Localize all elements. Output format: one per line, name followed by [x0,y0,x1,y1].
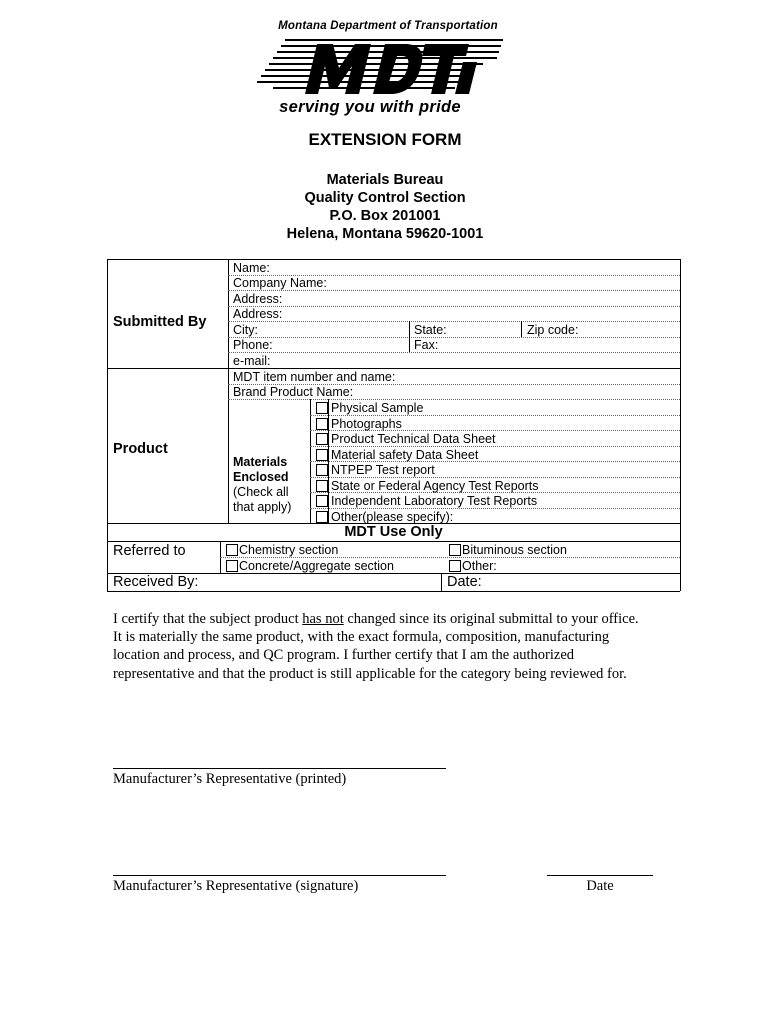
certification-statement [113,610,643,683]
row-line [310,508,680,509]
address-line-1: Materials Bureau [326,172,444,188]
column-divider [409,321,410,352]
statement-text-part1: I certify that the subject product [113,611,303,627]
section-divider [107,368,680,369]
printed-name-caption: Manufacturer’s Representative (printed) [113,771,347,787]
row-line [310,446,680,447]
section-divider [107,541,680,542]
logo-tagline: serving you with pride [279,98,461,116]
other-material-checkbox[interactable] [316,511,328,523]
product-label: Product [113,441,168,457]
table-top-border [107,259,680,260]
materials-hint: (Check all [233,485,289,499]
mdt-item-field[interactable]: MDT item number and name: [233,370,396,384]
safety-data-sheet-checkbox[interactable] [316,449,328,461]
physical-sample-checkbox[interactable] [316,402,328,414]
fax-field[interactable]: Fax: [414,338,439,352]
lab-test-reports-checkbox[interactable] [316,495,328,507]
row-line [310,477,680,478]
address-line-2: Quality Control Section [304,190,466,206]
agency-test-reports-checkbox[interactable] [316,480,328,492]
technical-data-sheet-label: Product Technical Data Sheet [331,432,496,446]
statement-emphasis: has not [302,611,344,627]
lab-test-reports-label: Independent Laboratory Test Reports [331,494,538,508]
address-line-3: P.O. Box 201001 [329,208,441,224]
printed-name-line[interactable] [113,768,446,769]
mdt-logo [255,18,515,118]
address-field-2[interactable]: Address: [233,307,283,321]
chemistry-section-label: Chemistry section [239,543,339,557]
email-field[interactable]: e-mail: [233,354,271,368]
signature-line[interactable] [113,875,446,876]
mdt-use-only-heading: MDT Use Only [344,524,443,540]
received-by-field[interactable]: Received By: [113,574,199,590]
submitted-by-label: Submitted By [113,314,207,330]
mdt-logo-graphic [255,36,515,98]
bituminous-section-label: Bituminous section [462,543,567,557]
other-section-label[interactable]: Other: [462,559,497,573]
other-section-checkbox[interactable] [449,560,461,572]
name-field[interactable]: Name: [233,261,270,275]
signature-date-caption: Date [586,878,614,894]
logo-org-name: Montana Department of Transportation [278,20,498,32]
ntpep-test-report-checkbox[interactable] [316,464,328,476]
column-divider [441,573,442,591]
row-line [228,306,680,307]
row-line [228,337,680,338]
table-right-border [680,259,681,591]
agency-test-reports-label: State or Federal Agency Test Reports [331,479,539,493]
address-line-4: Helena, Montana 59620-1001 [286,226,484,242]
form-title: EXTENSION FORM [308,130,462,149]
concrete-aggregate-label: Concrete/Aggregate section [239,559,394,573]
other-material-label[interactable]: Other(please specify): [331,510,454,524]
zip-code-field[interactable]: Zip code: [527,323,579,337]
signature-date-line[interactable] [547,875,653,876]
row-line [220,557,680,558]
company-name-field[interactable]: Company Name: [233,276,327,290]
column-divider [521,321,522,337]
phone-field[interactable]: Phone: [233,338,273,352]
row-line [228,321,680,322]
materials-hint: that apply) [233,500,292,514]
safety-data-sheet-label: Material safety Data Sheet [331,448,479,462]
brand-product-name-field[interactable]: Brand Product Name: [233,385,354,399]
table-bottom-border [107,591,680,592]
city-field[interactable]: City: [233,323,258,337]
referred-to-label: Referred to [113,543,186,559]
row-line [228,352,680,353]
physical-sample-label: Physical Sample [331,401,424,415]
chemistry-section-checkbox[interactable] [226,544,238,556]
photographs-label: Photographs [331,417,402,431]
row-line [228,290,680,291]
concrete-aggregate-checkbox[interactable] [226,560,238,572]
address-field-1[interactable]: Address: [233,292,283,306]
label-column-divider [228,259,229,523]
technical-data-sheet-checkbox[interactable] [316,433,328,445]
signature-caption: Manufacturer’s Representative (signature) [113,878,359,894]
date-field[interactable]: Date: [447,574,482,590]
row-line [228,399,680,400]
materials-enclosed-label: Enclosed [233,470,289,484]
state-field[interactable]: State: [414,323,447,337]
statement-text-part2: changed since its original submittal to your office. It is materially the same product, with the exact formula, composition, manufacturing location and process, and QC program. I further certify that I am the authorized representative and that the product is still applicable for the category being reviewed for. [113,611,639,682]
ntpep-test-report-label: NTPEP Test report [331,463,435,477]
photographs-checkbox[interactable] [316,418,328,430]
materials-enclosed-label: Materials [233,455,288,469]
bituminous-section-checkbox[interactable] [449,544,461,556]
row-line [310,415,680,416]
